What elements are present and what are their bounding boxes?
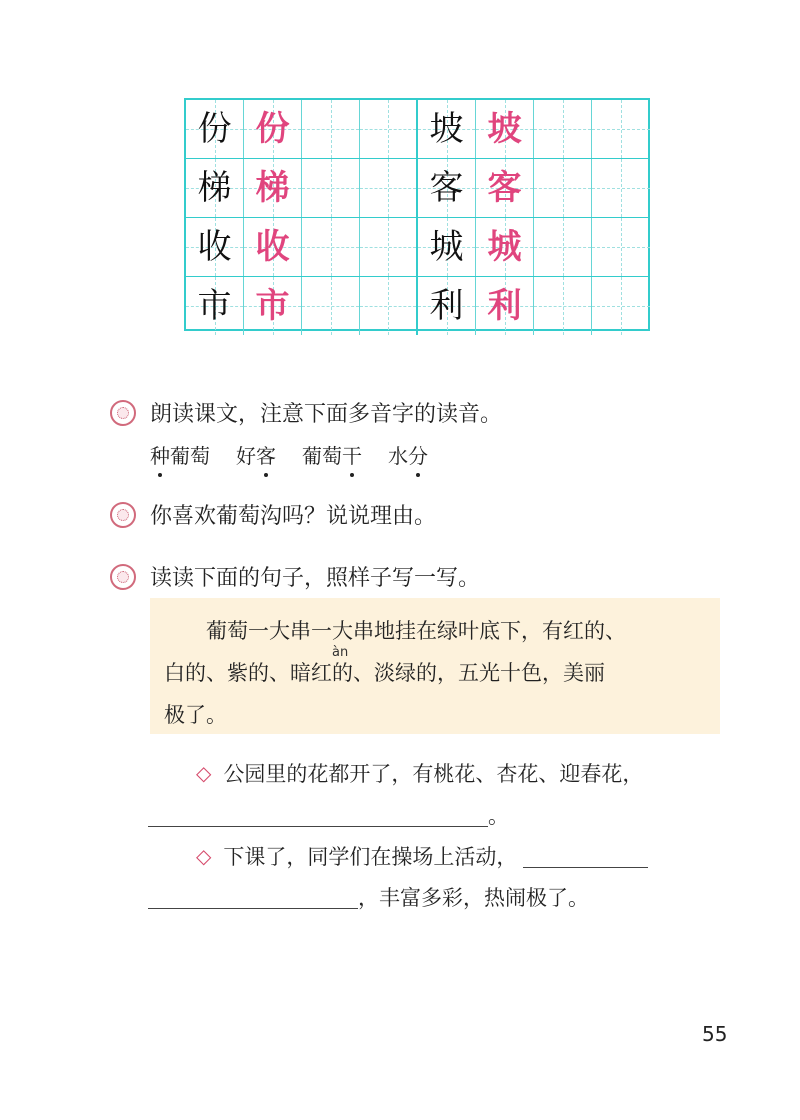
dotted-character: 种 [150, 440, 170, 469]
writing-cell[interactable] [360, 218, 418, 276]
trace-character: 客 [476, 159, 534, 217]
trace-character: 坡 [476, 100, 534, 158]
writing-cell[interactable] [592, 159, 650, 217]
model-character: 份 [186, 100, 244, 158]
exercise-2 [110, 499, 436, 530]
exercise-3-text: 读读下面的句子，照样子写一写。 [150, 566, 481, 591]
writing-cell[interactable] [360, 277, 418, 335]
answer-blank[interactable] [523, 845, 648, 868]
example-line: àn 白的、紫的、暗红的、淡绿的，五光十色，美丽 [164, 645, 605, 685]
writing-cell[interactable] [302, 218, 360, 276]
model-character: 城 [418, 218, 476, 276]
dotted-character: 客 [256, 440, 276, 469]
writing-cell[interactable] [360, 159, 418, 217]
trace-character: 城 [476, 218, 534, 276]
example-line: 极了。 [164, 703, 227, 727]
seal-icon [110, 564, 136, 590]
writing-cell[interactable] [534, 100, 592, 158]
diamond-bullet-icon: ◇ [196, 844, 212, 868]
dotted-character: 干 [342, 440, 362, 469]
word-item: 种 葡萄 [150, 440, 210, 469]
writing-cell[interactable] [534, 159, 592, 217]
character-practice-grid [184, 98, 650, 331]
word-item: 好 客 [236, 440, 276, 469]
pinyin-annotation: àn [332, 645, 349, 660]
model-character: 客 [418, 159, 476, 217]
exercise-3 [110, 561, 480, 592]
exercise-1-text: 朗读课文，注意下面多音字的读音。 [150, 402, 503, 427]
model-character: 坡 [418, 100, 476, 158]
prompt-2-answer-line: ，丰富多彩，热闹极了。 [148, 882, 589, 912]
model-character: 利 [418, 277, 476, 335]
writing-cell[interactable] [592, 218, 650, 276]
trace-character: 梯 [244, 159, 302, 217]
writing-cell[interactable] [534, 277, 592, 335]
trace-character: 份 [244, 100, 302, 158]
example-sentence-box [150, 598, 720, 734]
model-character: 梯 [186, 159, 244, 217]
prompt-2 [196, 841, 648, 871]
writing-cell[interactable] [592, 100, 650, 158]
seal-icon [110, 502, 136, 528]
model-character: 收 [186, 218, 244, 276]
grid-row [186, 100, 648, 158]
exercise-2-text: 你喜欢葡萄沟吗？说说理由。 [150, 504, 437, 529]
writing-cell[interactable] [360, 100, 418, 158]
grid-row [186, 276, 648, 335]
writing-cell[interactable] [302, 159, 360, 217]
word-item: 葡萄 干 [302, 440, 362, 469]
word-item: 水 分 [388, 440, 428, 469]
writing-cell[interactable] [592, 277, 650, 335]
trace-character: 利 [476, 277, 534, 335]
trace-character: 收 [244, 218, 302, 276]
page-number: 55 [702, 1022, 728, 1046]
prompt-1-answer-line: 。 [148, 800, 509, 830]
writing-cell[interactable] [302, 277, 360, 335]
prompt-2-text: 下课了，同学们在操场上活动， [223, 845, 518, 869]
writing-cell[interactable] [534, 218, 592, 276]
seal-icon [110, 400, 136, 426]
dotted-character: 分 [408, 440, 428, 469]
polyphone-word-list [150, 440, 428, 469]
answer-blank[interactable] [148, 886, 358, 909]
trace-character: 市 [244, 277, 302, 335]
prompt-1 [196, 758, 643, 788]
prompt-1-text: 公园里的花都开了，有桃花、杏花、迎春花， [223, 762, 644, 786]
diamond-bullet-icon: ◇ [196, 761, 212, 785]
example-line: 葡萄一大串一大串地挂在绿叶底下，有红的、 [164, 619, 626, 643]
grid-row [186, 158, 648, 217]
grid-row [186, 217, 648, 276]
exercise-1 [110, 397, 502, 428]
model-character: 市 [186, 277, 244, 335]
answer-blank[interactable] [148, 804, 488, 827]
writing-cell[interactable] [302, 100, 360, 158]
